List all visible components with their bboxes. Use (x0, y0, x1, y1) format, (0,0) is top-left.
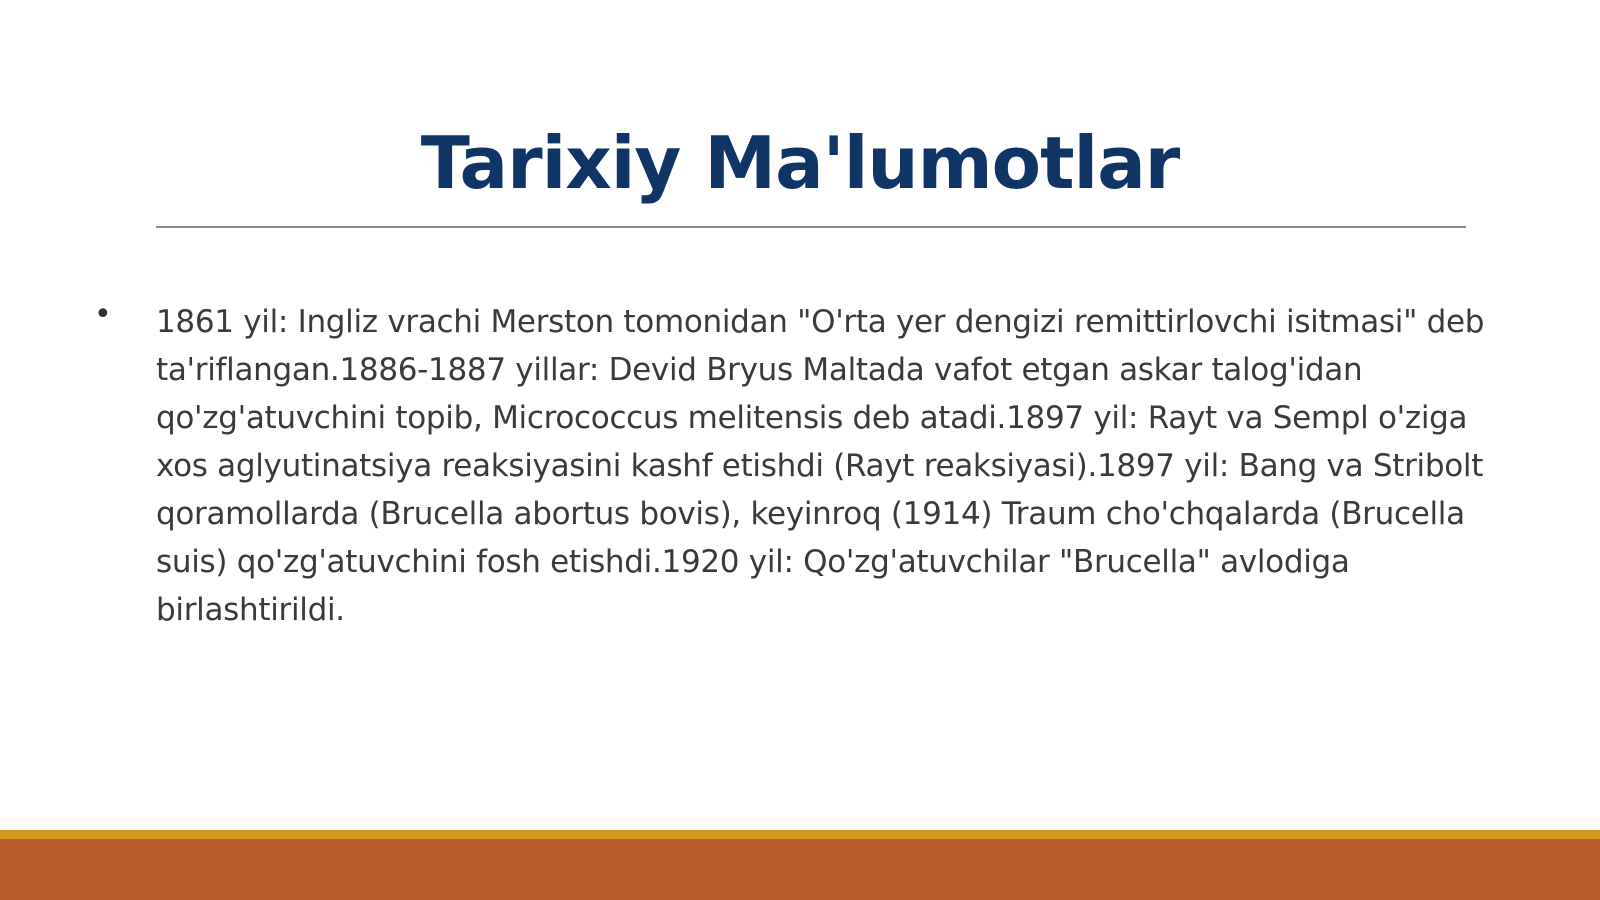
bullet-body-text: 1861 yil: Ingliz vrachi Merston tomonidan "O'rta yer dengizi remittirlovchi isitmasi" deb ta'riflangan.1886-1887 yillar: Devid Bryus Maltada vafot etgan askar talog'idan qo'zg'atuvchini topib, Micrococcus melitensis deb atadi.1897 yil: Rayt va Sempl o'ziga xos aglyutinatsiya reaksiyasini kashf etishdi (Rayt reaksiyasi).1897 yil: Bang va Stribolt qoramollarda (Brucella abortus bovis), keyinroq (1914) Traum cho'chqalarda (Brucella suis) qo'zg'atuvchini fosh etishdi.1920 yil: Qo'zg'atuvchilar "Brucella" avlodiga birlashtirildi. (156, 304, 1485, 628)
footer-band (0, 839, 1600, 900)
bullet-point-marker: • (94, 297, 112, 332)
title-divider (156, 226, 1466, 228)
slide-title: Tarixiy Ma'lumotlar (420, 121, 1180, 205)
footer-accent-stripe (0, 830, 1600, 839)
